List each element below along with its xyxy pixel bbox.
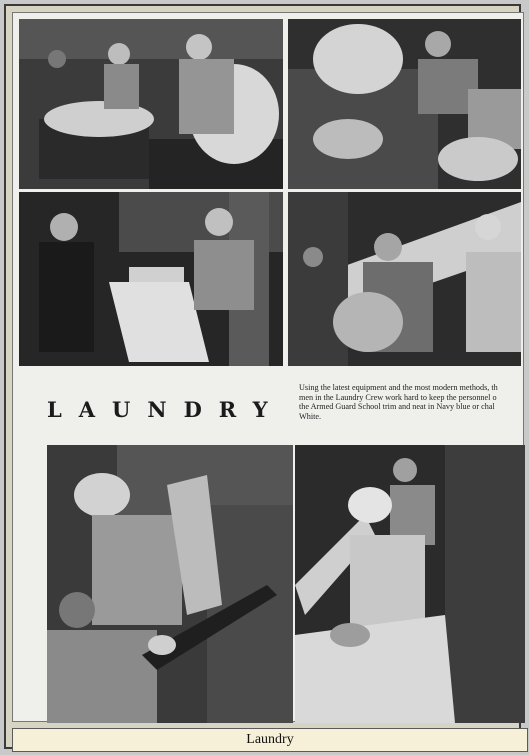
viewer-frame	[4, 4, 521, 749]
caption-line: Using the latest equipment and the most modern methods, th	[299, 383, 498, 392]
photo-flatwork-ironer	[288, 192, 521, 366]
page-footer-title: Laundry	[12, 728, 528, 752]
caption-line: White.	[299, 411, 322, 421]
caption-line: the Armed Guard School trim and neat in Navy blue or chal	[299, 402, 495, 412]
caption-text	[299, 383, 527, 421]
caption-line: men in the Laundry Crew work hard to keep the personnel o	[299, 392, 497, 402]
photo-folding-shirts	[19, 192, 283, 366]
photo-pressing-garments	[295, 445, 525, 723]
scanned-page	[12, 12, 524, 722]
photo-spot-cleaning	[47, 445, 293, 723]
photo-sorting-laundry	[19, 19, 283, 189]
photo-loading-washer	[288, 19, 521, 189]
section-title: LAUNDRY	[47, 397, 285, 422]
